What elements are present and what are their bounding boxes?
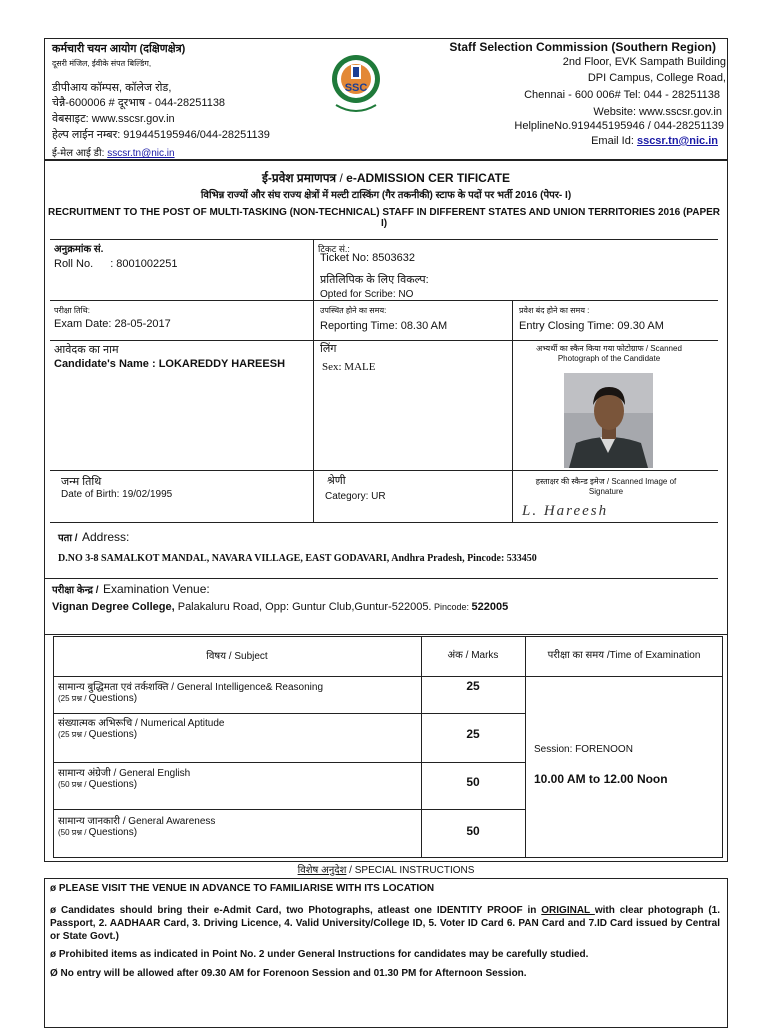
subject-row-4	[58, 813, 418, 838]
question-count-english: Questions)	[88, 827, 138, 838]
english-email-label: Email Id:	[591, 135, 634, 147]
hindi-email-link[interactable]: sscsr.tn@nic.in	[107, 148, 175, 159]
question-count-hindi: (50 प्रश्न /	[58, 828, 89, 837]
recruitment-title-line-2: I)	[380, 218, 388, 229]
time-header: परीक्षा का समय /Time of Examination	[547, 650, 701, 661]
subject-name: संख्यात्मक अभिरूचि / Numerical Aptitude	[58, 718, 225, 729]
hindi-address-line-2: डीपीआय कॉम्पस, कॉलेज रोड,	[52, 82, 172, 94]
roll-hindi: अनुक्रमांक सं.	[54, 244, 104, 255]
title-sep: /	[336, 171, 347, 185]
sex: Sex: MALE	[322, 361, 376, 373]
photo-caption	[514, 343, 704, 363]
english-email-link[interactable]: sscsr.tn@nic.in	[636, 135, 718, 147]
exam-date-hindi: परीक्षा तिथि:	[54, 306, 90, 315]
signature-image: L. Hareesh	[522, 503, 609, 519]
candidate-address: D.NO 3-8 SAMALKOT MANDAL, NAVARA VILLAGE, EAST GODAVARI, Andhra Pradesh, Pincode: 533450	[58, 553, 537, 564]
subject-row-1	[58, 679, 418, 704]
title-english: e-ADMISSION CER TIFICATE	[346, 171, 510, 185]
hindi-address-line-3: चेन्नै-600006 # दूरभाष - 044-28251138	[52, 97, 226, 109]
sex-hindi: लिंग	[320, 343, 337, 355]
subject-row-3	[58, 765, 418, 790]
scribe-hindi: प्रतिलिपिक के लिए विकल्प:	[320, 274, 429, 286]
divider	[53, 762, 525, 763]
english-email-row	[591, 135, 718, 147]
dob-hindi: जन्म तिथि	[61, 476, 102, 488]
entry-closing-hindi: प्रवेश बंद होने का समय :	[519, 306, 590, 315]
question-count-english: Questions)	[88, 779, 138, 790]
question-count-hindi: (25 प्रश्न /	[58, 694, 89, 703]
category-hindi: श्रेणी	[327, 475, 346, 487]
ticket-hindi: टिकट सं.:	[318, 244, 350, 254]
address-label	[58, 528, 129, 546]
instruction-2-part-a: ø Candidates should bring their e-Admit Card, two Photographs, atleast one IDENTITY PROOF in	[50, 905, 542, 916]
signature-caption-hindi: हस्ताक्षर की स्कैन्ड इमेज / Scanned Image of	[535, 477, 677, 486]
question-count-english: Questions)	[88, 729, 138, 740]
english-address-line-3: Chennai - 600 006# Tel: 044 - 28251138	[524, 89, 720, 101]
org-name-hindi: कर्मचारी चयन आयोग (दक्षिणक्षेत्र)	[52, 43, 186, 55]
venue-label-hindi: परीक्षा केन्द्र /	[52, 585, 99, 596]
divider	[50, 340, 718, 341]
question-count-english: Questions)	[88, 693, 138, 704]
instruction-2	[50, 904, 720, 943]
divider	[50, 239, 718, 240]
signature-caption	[516, 476, 696, 496]
instruction-2-part-b: with clear photograph (1. Passport, 2. AADHAAR Card, 3. Driving Licence, 4. Valid University/College ID, 5. Voter ID Card 6. PAN Card and 7.ID Card issued by Central or State Govt.)	[50, 905, 720, 942]
subject-name: सामान्य बुद्धिमता एवं तर्कशक्ति / General Intelligence& Reasoning	[58, 682, 324, 693]
english-website: Website: www.sscsr.gov.in	[593, 106, 722, 118]
subject-header: विषय / Subject	[206, 651, 268, 662]
recruitment-title-line-1: RECRUITMENT TO THE POST OF MULTI-TASKING (NON-TECHNICAL) STAFF IN DIFFERENT STATES AND UNION TERRITORIES 2016 (PAPER	[47, 207, 721, 218]
venue-address	[52, 601, 508, 613]
exam-date: Exam Date: 28-05-2017	[54, 318, 171, 330]
divider	[53, 676, 723, 677]
address-label-english: Address:	[81, 530, 130, 544]
person-photo-icon	[564, 373, 653, 468]
english-helpline: HelplineNo.919445195946 / 044-28251139	[514, 120, 724, 132]
entry-closing-time: Entry Closing Time: 09.30 AM	[519, 320, 664, 332]
venue-name: Vignan Degree College,	[52, 601, 175, 613]
candidate-name: Candidate's Name : LOKAREDDY HAREESH	[54, 358, 286, 370]
ticket-number: Ticket No: 8503632	[320, 252, 415, 264]
candidate-photo	[564, 373, 653, 468]
divider	[53, 713, 525, 714]
address-label-hindi: पता /	[58, 533, 78, 544]
session: Session: FORENOON	[534, 744, 633, 755]
divider	[53, 809, 525, 810]
question-count-hindi: (50 प्रश्न /	[58, 780, 89, 789]
org-name-english: Staff Selection Commission (Southern Region)	[449, 40, 716, 54]
exam-time: 10.00 AM to 12.00 Noon	[534, 772, 668, 786]
title-hindi: ई-प्रवेश प्रमाणपत्र	[262, 171, 337, 185]
hindi-email-label: ई-मेल आई डी:	[52, 148, 105, 159]
instruction-4: Ø No entry will be allowed after 09.30 AM for Forenoon Session and 01.30 PM for Afternoon Session.	[50, 968, 527, 979]
date-of-birth: Date of Birth: 19/02/1995	[61, 489, 173, 500]
marks-header: अंक / Marks	[447, 650, 499, 661]
divider	[50, 522, 718, 523]
ssc-logo	[330, 51, 382, 121]
divider	[313, 239, 314, 522]
question-count-hindi: (25 प्रश्न /	[58, 730, 89, 739]
subject-name: सामान्य जानकारी / General Awareness	[58, 816, 216, 827]
name-hindi: आवेदक का नाम	[54, 344, 119, 356]
photo-caption-hindi: अभ्यर्थी का स्कैन किया गया फोटोग्राफ / Scanned	[536, 344, 682, 353]
subject-row-2	[58, 715, 418, 740]
special-instructions-title	[44, 862, 728, 876]
logo-text: SSC	[344, 82, 368, 94]
english-address-line-1: 2nd Floor, EVK Sampath Building	[562, 56, 726, 68]
divider	[525, 636, 526, 858]
venue-pincode: 522005	[471, 601, 509, 613]
divider	[512, 300, 513, 522]
reporting-hindi: उपस्थित होने का समय:	[320, 306, 387, 315]
photo-caption-english: Photograph of the Candidate	[557, 354, 661, 363]
divider	[44, 578, 718, 579]
signature-caption-english: Signature	[588, 487, 624, 496]
category: Category: UR	[325, 491, 386, 502]
english-address-line-2: DPI Campus, College Road,	[587, 72, 726, 84]
hindi-email-row	[52, 145, 175, 159]
marks-row-4: 50	[466, 824, 480, 838]
venue-address-text: Palakaluru Road, Opp: Guntur Club,Guntur-522005.	[174, 601, 432, 613]
subject-name: सामान्य अंग्रेजी / General English	[58, 768, 191, 779]
instructions-title-hindi: विशेष अनुदेश	[297, 865, 347, 876]
divider	[50, 300, 718, 301]
venue-pincode-label: Pincode:	[431, 602, 472, 612]
divider	[50, 470, 718, 471]
instruction-1: ø PLEASE VISIT THE VENUE IN ADVANCE TO FAMILIARISE WITH ITS LOCATION	[50, 883, 435, 894]
roll-value: : 8001002251	[110, 258, 178, 270]
recruitment-title-hindi: विभिन्न राज्यों और संघ राज्य क्षेत्रों में मल्टी टास्किंग (गैर तकनीकी) स्टाफ के पदों पर भर्ती 2016 (पेपर- I)	[200, 190, 572, 201]
instruction-2-original: ORIGINAL	[541, 905, 595, 916]
marks-row-2: 25	[466, 727, 480, 741]
reporting-time: Reporting Time: 08.30 AM	[320, 320, 448, 332]
hindi-website: वेबसाइट: www.sscsr.gov.in	[52, 113, 175, 125]
venue-label-english: Examination Venue:	[103, 582, 210, 596]
marks-row-3: 50	[466, 775, 480, 789]
hindi-address-line-1: दूसरी मंजिल, ईवीके संपत बिल्डिंग,	[52, 59, 152, 68]
instructions-title-english: / SPECIAL INSTRUCTIONS	[346, 865, 475, 876]
ssc-emblem-icon	[330, 51, 382, 121]
venue-label	[52, 580, 210, 598]
hindi-helpline: हेल्प लाईन नम्बर: 919445195946/044-28251139	[52, 129, 270, 141]
roll-label: Roll No.	[54, 258, 94, 270]
marks-row-1: 25	[466, 679, 480, 693]
instruction-3: ø Prohibited items as indicated in Point No. 2 under General Instructions for candidates may be carefully studied.	[50, 949, 589, 960]
roll-number	[54, 258, 177, 270]
scribe-option: Opted for Scribe: NO	[320, 289, 414, 300]
